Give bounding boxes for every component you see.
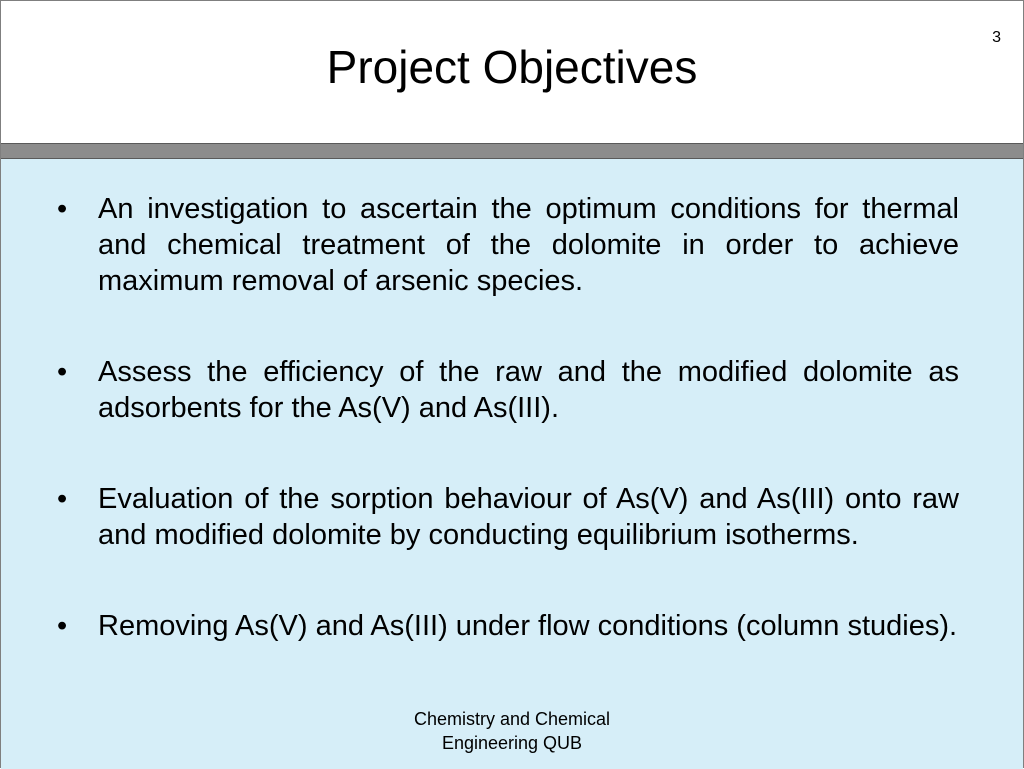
footer-line-1: Chemistry and Chemical	[413, 709, 611, 729]
slide-header	[1, 1, 1023, 143]
slide-footer	[362, 707, 662, 755]
bullet-text: Evaluation of the sorption behaviour of As(V) and As(III) onto raw and modified dolomite by conducting equilibrium isotherms.	[98, 483, 959, 551]
bullet-item-2	[57, 354, 959, 426]
bullet-item-3	[57, 481, 959, 553]
bullet-item-1	[57, 191, 959, 299]
slide-title: Project Objectives	[326, 41, 698, 93]
bullet-item-4	[57, 608, 959, 644]
bullet-text: Removing As(V) and As(III) under flow conditions (column studies).	[98, 610, 958, 642]
bullet-marker: •	[57, 193, 68, 225]
header-separator-bar	[1, 143, 1023, 159]
slide-body	[1, 159, 1023, 769]
bullet-text: Assess the efficiency of the raw and the modified dolomite as adsorbents for the As(V) and As(III).	[98, 356, 959, 424]
bullet-marker: •	[57, 483, 68, 515]
slide-number: 3	[992, 29, 1001, 46]
footer-line-2: Engineering QUB	[441, 733, 583, 753]
bullet-text: An investigation to ascertain the optimum conditions for thermal and chemical treatment of the dolomite in order to achieve maximum removal of arsenic species.	[98, 193, 959, 297]
bullet-list	[57, 191, 959, 699]
bullet-marker: •	[57, 610, 68, 642]
bullet-marker: •	[57, 356, 68, 388]
